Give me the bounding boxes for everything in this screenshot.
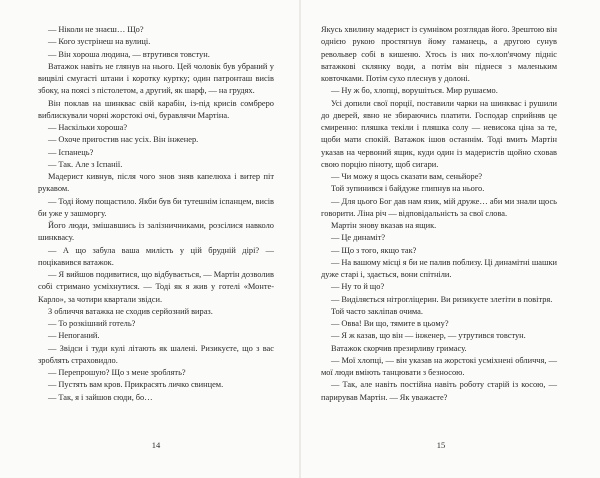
- paragraph: Він поклав на шинквас свій карабін, із-під крисів сомбреро виблискували чорні жорстокі очі, буравлячи Мартіна.: [38, 98, 274, 120]
- paragraph: — Для цього Бог дав нам язик, мій друже… аби ми знали щось говорити. Ліна річ — відповідальність за свої слова.: [321, 196, 557, 218]
- book-gutter: [299, 0, 301, 478]
- paragraph: — Що з того, якщо так?: [331, 245, 417, 255]
- paragraph: — Наскільки хороша?: [48, 123, 128, 132]
- paragraph: Той часто закліпав очима.: [331, 306, 423, 316]
- left-page-number: 14: [151, 440, 161, 450]
- paragraph: Його люди, змішавшись із залізничниками, розсілися навколо шинквасу.: [38, 221, 274, 243]
- paragraph: — Іспанець?: [48, 147, 94, 157]
- paragraph: — Я ж казав, що він — інженер, — утрутився товстун.: [331, 331, 526, 341]
- paragraph: — Це динаміт?: [331, 233, 386, 243]
- paragraph: Мартін знову вказав на ящик.: [331, 221, 437, 230]
- paragraph: — Він хороша людина, — втрутився товстун.: [48, 49, 210, 59]
- paragraph: — То розкішний готель?: [48, 319, 136, 328]
- right-page: [321, 24, 557, 404]
- paragraph: — Так. Але з Іспанії.: [48, 159, 123, 169]
- paragraph: Ватажок скорчив презирливу гримасу.: [331, 343, 467, 353]
- right-page-number: 15: [436, 440, 446, 450]
- paragraph: — Пустять вам кров. Прикрасять личко свинцем.: [48, 380, 224, 390]
- paragraph: — Ну то й що?: [331, 282, 385, 292]
- paragraph: — Так, але навіть постійна навіть роботу старій із косою, — парирував Мартін. — Як уважаєте?: [321, 380, 557, 402]
- paragraph: Ватажок навіть не глянув на нього. Цей чоловік був убраний у вицвілі смугасті штани і коротку куртку; один патронташ висів збоку, на поясі з пістолетом, а другий, як шарф, — на грудях.: [38, 61, 274, 96]
- paragraph: Той зупинився і байдуже глипнув на нього.: [331, 184, 485, 194]
- paragraph: — Ну ж бо, хлопці, ворушіться. Мир рушаємо.: [331, 86, 498, 96]
- paragraph: — Виділяється нітрогліцерин. Ви ризикуєте злетіти в повітря.: [331, 294, 553, 304]
- paragraph: — Кого зустрінеш на вулиці.: [48, 37, 151, 47]
- paragraph: — А що забула ваша милість у цій брудній дірі? — поцікавився ватажок.: [38, 245, 274, 267]
- paragraph: — Мої хлопці, — він указав на жорстокі усміхнені обличчя, — мої люди вміють танцювати з безносою.: [321, 355, 557, 377]
- paragraph: — Непоганий.: [48, 331, 100, 341]
- paragraph: Усі допили свої порції, поставили чарки на шинквас і рушили до дверей, явно не збираючись платити. Господар сприйняв це смиренно: пляшка текіли і пляшка солу — невисока ціна за те, щоби мати спокій. Ватажок ішов останнім. Тоді вмить Мартін указав на червоний ящик, куди один із мадеристів щойно сховав свою порцію піноту, щоб сигари.: [321, 98, 557, 169]
- paragraph: — На вашому місці я би не палив поблизу. Ці динамітні шашки дуже старі і, здається, вони спітніли.: [321, 257, 557, 279]
- paragraph: — Чи можу я щось сказати вам, сеньйоре?: [331, 172, 483, 181]
- paragraph: — Я вийшов подивитися, що відбувається, — Мартін дозволив собі стримано усміхнутися. — Тоді як я жив у готелі «Монте-Карло», за чотири квартали звідси.: [38, 270, 274, 304]
- paragraph: З обличчя ватажка не сходив серйозний вираз.: [48, 306, 213, 316]
- left-page: [38, 24, 274, 404]
- paragraph: — Овва! Ви що, тямите в цьому?: [331, 319, 449, 328]
- paragraph: — Охоче пригостив нас усіх. Він інженер.: [48, 135, 199, 145]
- paragraph: Якусь хвилину мадерист із сумнівом розглядав його. Зрештою він однією рукою простягнув йому гаманець, а другою сунув револьвер собі в кишеню. Хтось із них по-хлоп'ячому підніс ватажкові склянку води, а потім він піднеся з маленьким ковточками. Потім сухо плеснув у долоні.: [321, 25, 557, 83]
- paragraph: Мадерист кивнув, після чого знов зняв капелюха і витер піт рукавом.: [38, 172, 274, 194]
- paragraph: — Так, я і зайшов сюди, бо…: [48, 392, 153, 402]
- paragraph: — Звідси і туди кулі літають як шалені. Ризикуєте, що з вас зроблять страховидло.: [38, 343, 274, 365]
- paragraph: — Перепрошую? Що з мене зроблять?: [48, 368, 186, 377]
- paragraph: — Ніколи не знаєш… Що?: [48, 25, 144, 34]
- paragraph: — Тоді йому пощастило. Якби був би тутешнім іспанцем, висів би уже у зашморгу.: [38, 196, 274, 218]
